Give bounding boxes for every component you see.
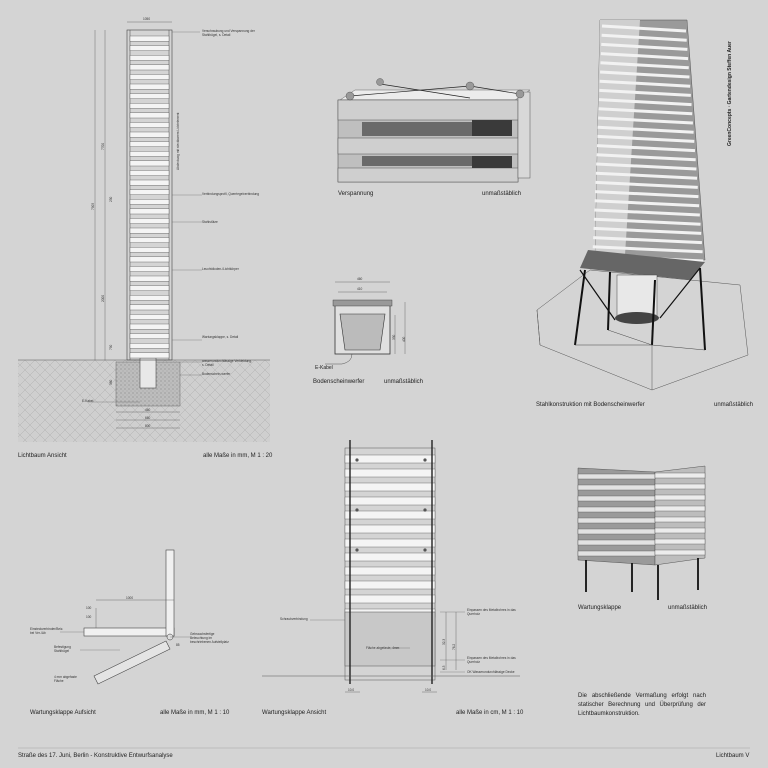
slat xyxy=(130,74,169,79)
slat xyxy=(345,567,435,575)
caption-bodenscheinwerfer: Bodenscheinwerfer xyxy=(313,379,365,385)
verspannung-drawing xyxy=(338,79,530,183)
slat xyxy=(130,132,169,137)
slat xyxy=(130,314,169,319)
slat xyxy=(655,495,705,500)
note-ok-decke: OK Wasserundurchlässige Decke xyxy=(467,670,515,674)
bolt xyxy=(423,458,426,461)
door-slats xyxy=(345,455,435,617)
slat xyxy=(130,238,169,243)
slat xyxy=(345,581,435,589)
dim-flap-width: 1000 xyxy=(126,596,134,600)
dim-door-a: 32.3 xyxy=(442,638,446,645)
note-flaeche: Fläche abgefaste, 4mm xyxy=(366,646,400,650)
slat xyxy=(578,496,655,501)
slat xyxy=(345,595,435,603)
dim-bsw-inner: 410 xyxy=(357,287,363,291)
slat xyxy=(130,151,169,156)
note-schraubverbindung: Schraubverbindung xyxy=(280,617,308,621)
wartungsklappe-elevation xyxy=(262,440,520,692)
note-stahlstuetze: Stahlstütze xyxy=(202,220,218,224)
slat xyxy=(130,161,169,166)
dim-door-b: 76.2 xyxy=(452,643,456,650)
slat xyxy=(130,286,169,291)
dim-upper-height: 7700 xyxy=(101,142,105,150)
dim-base-1: 460 xyxy=(145,408,151,412)
dim-door-c: 6.3 xyxy=(442,665,446,670)
slat xyxy=(130,305,169,310)
slat xyxy=(345,455,435,463)
scale-lichtbaum-ansicht: alle Maße in mm, M 1 : 20 xyxy=(203,453,273,459)
dim-foundation: 380 xyxy=(109,379,113,385)
note-wartungsklappe: Wartungsklappe, s. Detail xyxy=(202,335,239,339)
slat xyxy=(345,553,435,561)
slat xyxy=(130,228,169,233)
slat xyxy=(655,506,705,511)
note-abgefaste: 4 mm abgefaste Fläche xyxy=(54,675,77,683)
footer-left: Straße des 17. Juni, Berlin - Konstruktive Entwurfsanalyse xyxy=(18,753,173,759)
slat xyxy=(130,353,169,358)
slat xyxy=(578,507,655,512)
dim-bsw-depth: 330 xyxy=(392,334,396,340)
slat xyxy=(130,84,169,89)
wartungsklappe-perspective xyxy=(578,466,705,600)
slat xyxy=(655,550,705,555)
dim-base-2: 660 xyxy=(145,416,151,420)
scale-wartungsklappe-aufsicht: alle Maße in mm, M 1 : 10 xyxy=(160,710,230,716)
slat xyxy=(130,218,169,223)
caption-stahlkonstruktion: Stahlkonstruktion mit Bodenscheinwerfer xyxy=(536,402,645,408)
footer-right: Lichtbaum V xyxy=(716,753,750,759)
dim-post-right: 10.0 xyxy=(425,688,432,692)
slat xyxy=(345,497,435,505)
note-abdeckung: Abdeckung mit steckbarem Lichtelement xyxy=(176,112,180,170)
slat xyxy=(345,525,435,533)
slat xyxy=(130,199,169,204)
caption-lichtbaum-ansicht: Lichtbaum Ansicht xyxy=(18,453,67,459)
slat xyxy=(578,518,655,523)
bolt xyxy=(423,548,426,551)
note-einpassen-2: Einpassen des Metallrohres in das Querholz xyxy=(467,656,516,664)
slat xyxy=(655,517,705,522)
slat xyxy=(130,170,169,175)
slat xyxy=(130,65,169,70)
caption-wartungsklappe: Wartungsklappe xyxy=(578,605,622,611)
bolt xyxy=(355,458,358,461)
slat xyxy=(130,36,169,41)
label-e-kabel: E-Kabel xyxy=(315,365,333,371)
slat xyxy=(130,209,169,214)
slat xyxy=(345,511,435,519)
note-einpassen-1: Einpassen des Metallrohres in das Querholz xyxy=(467,608,516,616)
slat xyxy=(130,142,169,147)
slat xyxy=(130,46,169,51)
dim-door-height: 790 xyxy=(109,344,113,350)
note-befestigung: Befestigung Stahlbügel xyxy=(54,645,71,653)
slat xyxy=(130,94,169,99)
note-leuchtdioden: Leuchtdioden-/Lichtkörper xyxy=(202,267,239,271)
tower-slats xyxy=(130,36,169,358)
dim-post-left: 10.0 xyxy=(348,688,355,692)
dim-flap-b: 100 xyxy=(86,615,92,619)
slat xyxy=(130,266,169,271)
note-einsteckverbinder: Einsteckverbinder/Beiz. bei Ver-/Ab xyxy=(30,627,64,635)
slat xyxy=(578,529,655,534)
note-e-kabel: E-Kabel xyxy=(82,399,94,403)
note-verschraubung: Verschraubung und Verspannung der Stahlbügel, s. Detail xyxy=(202,29,255,37)
bolt xyxy=(355,548,358,551)
slat xyxy=(130,103,169,108)
slat xyxy=(578,551,655,556)
slat xyxy=(655,539,705,544)
caption-wartungsklappe-aufsicht: Wartungsklappe Aufsicht xyxy=(30,710,96,716)
dim-flap-a: 100 xyxy=(86,606,92,610)
caption-wartungsklappe-ansicht: Wartungsklappe Ansicht xyxy=(262,710,327,716)
dim-bsw-height: 400 xyxy=(402,336,406,342)
slat xyxy=(578,540,655,545)
slat xyxy=(578,474,655,479)
slat xyxy=(130,180,169,185)
dim-base-3: 800 xyxy=(145,424,151,428)
slat xyxy=(130,247,169,252)
scale-wartungsklappe: unmaßstäblich xyxy=(668,605,708,611)
slat xyxy=(130,343,169,348)
dim-total-height: 7905 xyxy=(91,202,95,210)
closing-paragraph: Die abschließende Vermaßung erfolgt nach statischer Berechnung und Überprüfung der Lichtbaumkonstruktion. xyxy=(578,693,706,717)
bodenscheinwerfer-drawing xyxy=(325,282,405,364)
note-bodenscheinwerfer: Bodenschein-werfer xyxy=(202,372,231,376)
slat xyxy=(130,113,169,118)
wartungsklappe-plan xyxy=(60,550,190,684)
slat xyxy=(345,539,435,547)
slat xyxy=(345,469,435,477)
slat xyxy=(130,334,169,339)
dim-flap-c: 85 xyxy=(176,643,180,647)
slat xyxy=(655,473,705,478)
slat xyxy=(130,55,169,60)
scale-wartungsklappe-ansicht: alle Maße in cm, M 1 : 10 xyxy=(456,710,524,716)
caption-verspannung: Verspannung xyxy=(338,191,374,197)
slat xyxy=(655,528,705,533)
dim-joint: 230 xyxy=(109,196,113,202)
scale-bodenscheinwerfer: unmaßstäblich xyxy=(384,379,424,385)
bolt xyxy=(423,508,426,511)
note-beleuchtung: Gebrauchsfertige Beleuchtung im beschriebenen Aufstellplatz xyxy=(190,632,229,644)
slat xyxy=(130,257,169,262)
slat xyxy=(130,190,169,195)
credit-text: GreenConcepts · Gartendesign Steffen Auer xyxy=(727,41,733,146)
slat xyxy=(130,324,169,329)
slat xyxy=(130,276,169,281)
lichtbaum-elevation xyxy=(18,22,270,442)
slat xyxy=(578,485,655,490)
note-verkleidung: wasserundurchlässige Verkleidung, s. Detail xyxy=(202,359,252,367)
scale-verspannung: unmaßstäblich xyxy=(482,191,522,197)
slat xyxy=(130,295,169,300)
note-verbindungsprofil: Verbindungsprofil, Querriegelverbindung xyxy=(202,192,260,196)
dim-width: 1050 xyxy=(143,17,151,21)
dim-lower-height: 2000 xyxy=(101,294,105,302)
slat xyxy=(130,122,169,127)
bolt xyxy=(355,508,358,511)
dim-bsw-outer: 460 xyxy=(357,277,363,281)
stahlkonstruktion-drawing xyxy=(537,20,748,390)
slat xyxy=(345,483,435,491)
scale-stahlkonstruktion: unmaßstäblich xyxy=(714,402,754,408)
slat xyxy=(655,484,705,489)
